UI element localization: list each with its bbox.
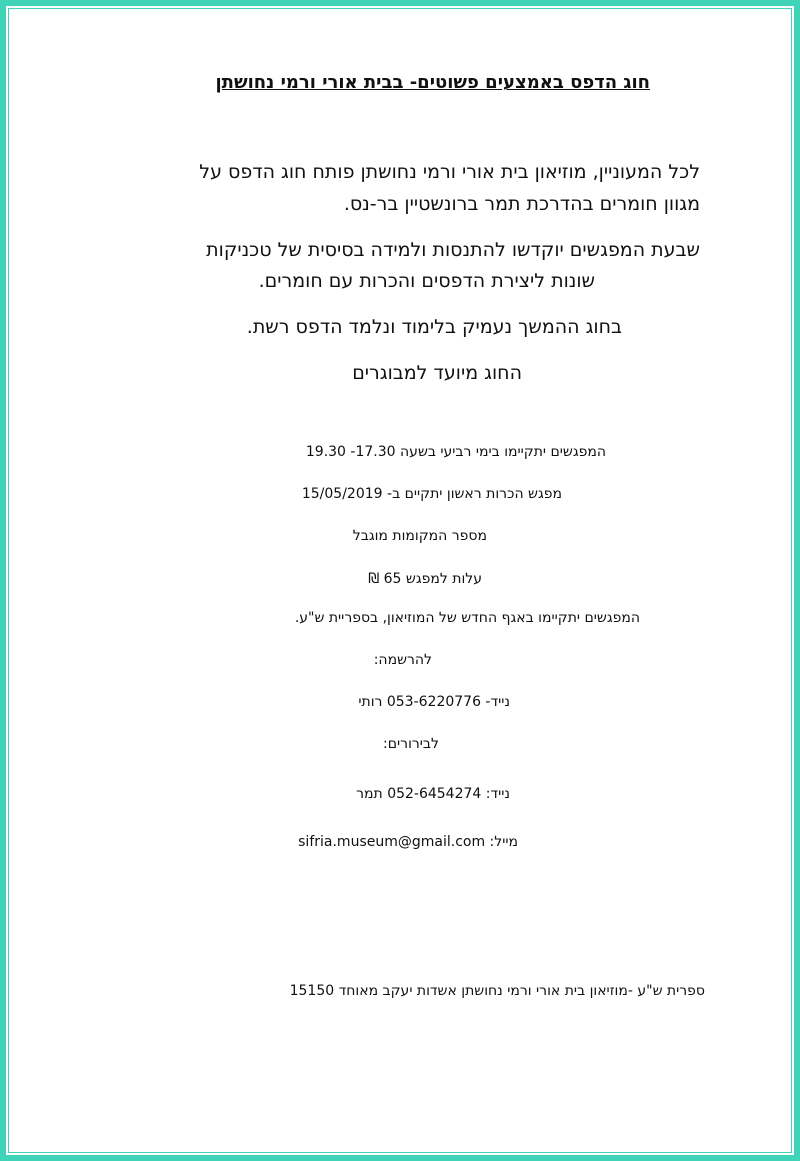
intro-line-4: שונות ליצירת הדפסים והכרות עם חומרים. [258,270,595,292]
first-meeting-line: מפגש הכרות ראשון יתקיים ב- 15/05/2019 [301,486,562,502]
register-label: להרשמה: [373,652,432,668]
email-line [298,834,518,850]
intro-line-1: לכל המעוניין, מוזיאון בית אורי ורמי נחושתן פותח חוג הדפס על [199,161,700,183]
footer-address: ספרית ש"ע -מוזיאון בית אורי ורמי נחושתן אשדות יעקב מאוחד 15150 [289,983,705,999]
inquiries-contact: נייד: 052-6454274 תמר [356,786,510,802]
intro-line-3: שבעת המפגשים יוקדשו להתנסות ולמידה בסיסית של טכניקות [206,239,700,261]
register-contact: נייד- 053-6220776 רותי [358,694,510,710]
limited-spots-line: מספר המקומות מוגבל [352,528,487,544]
email-label: מייל: [489,834,518,850]
email-address[interactable]: sifria.museum@gmail.com [298,834,486,850]
page-title: חוג הדפס באמצעים פשוטים- בבית אורי ורמי נחושתן [215,72,650,93]
intro-line-5: בחוג ההמשך נעמיק בלימוד ונלמד הדפס רשת. [246,316,622,338]
location-line: המפגשים יתקיימו באגף החדש של המוזיאון, בספריית ש"ע. [294,610,640,626]
schedule-line: המפגשים יתקיימו בימי רביעי בשעה 17.30- 19.30 [305,444,606,460]
intro-line-2: מגוון חומרים בהדרכת תמר ברונשטיין בר-נס. [343,193,700,215]
audience-line: החוג מיועד למבוגרים [352,362,522,384]
cost-line: עלות למפגש 65 ₪ [368,571,482,587]
inquiries-label: לבירורים: [383,736,439,752]
